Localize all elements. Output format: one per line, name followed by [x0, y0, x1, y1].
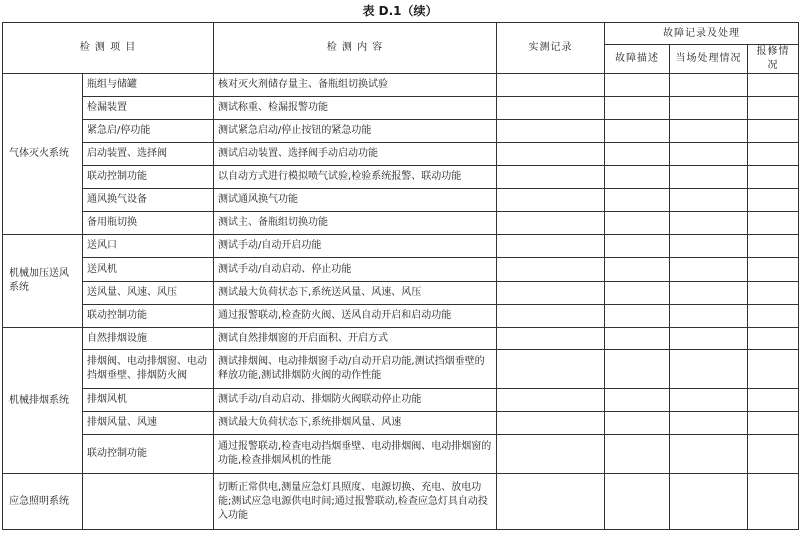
- item-cell: 紧急启/停功能: [83, 120, 214, 143]
- content-cell: 测试称重、检漏报警功能: [214, 97, 497, 120]
- item-cell: 通风换气设备: [83, 189, 214, 212]
- fault-desc-cell: [605, 282, 670, 305]
- onsite-cell: [670, 189, 748, 212]
- table-row: [3, 474, 799, 530]
- measured-cell: [497, 212, 605, 235]
- repair-cell: [748, 412, 799, 435]
- onsite-cell: [670, 212, 748, 235]
- onsite-cell: [670, 235, 748, 258]
- inspection-table: [2, 22, 799, 530]
- item-cell: 送风机: [83, 258, 214, 282]
- onsite-cell: [670, 143, 748, 166]
- header-item: 检 测 项 目: [3, 23, 214, 74]
- onsite-cell: [670, 389, 748, 412]
- item-cell: 联动控制功能: [83, 166, 214, 189]
- fault-desc-cell: [605, 474, 670, 530]
- fault-desc-cell: [605, 120, 670, 143]
- table-row: [3, 389, 799, 412]
- content-cell: 测试紧急启动/停止按钮的紧急功能: [214, 120, 497, 143]
- table-body: [3, 74, 799, 530]
- onsite-cell: [670, 305, 748, 328]
- item-cell: 排烟阀、电动排烟窗、电动挡烟垂壁、排烟防火阀: [83, 350, 214, 389]
- table-row: [3, 143, 799, 166]
- fault-desc-cell: [605, 435, 670, 474]
- measured-cell: [497, 412, 605, 435]
- fault-desc-cell: [605, 189, 670, 212]
- measured-cell: [497, 74, 605, 97]
- category-cell: 机械排烟系统: [3, 328, 83, 474]
- content-cell: 测试通风换气功能: [214, 189, 497, 212]
- measured-cell: [497, 166, 605, 189]
- table-row: [3, 235, 799, 258]
- onsite-cell: [670, 412, 748, 435]
- measured-cell: [497, 389, 605, 412]
- measured-cell: [497, 282, 605, 305]
- onsite-cell: [670, 120, 748, 143]
- onsite-cell: [670, 258, 748, 282]
- table-row: [3, 435, 799, 474]
- measured-cell: [497, 97, 605, 120]
- header-onsite: 当场处理情况: [670, 45, 748, 74]
- measured-cell: [497, 474, 605, 530]
- fault-desc-cell: [605, 305, 670, 328]
- repair-cell: [748, 389, 799, 412]
- header-measured: 实测记录: [497, 23, 605, 74]
- measured-cell: [497, 350, 605, 389]
- fault-desc-cell: [605, 328, 670, 350]
- repair-cell: [748, 212, 799, 235]
- content-cell: 测试排烟阀、电动排烟窗手动/自动开启功能,测试挡烟垂壁的释放功能,测试排烟防火阀的动作性能: [214, 350, 497, 389]
- onsite-cell: [670, 166, 748, 189]
- table-row: [3, 189, 799, 212]
- onsite-cell: [670, 435, 748, 474]
- onsite-cell: [670, 328, 748, 350]
- repair-cell: [748, 97, 799, 120]
- fault-desc-cell: [605, 350, 670, 389]
- item-cell: 备用瓶切换: [83, 212, 214, 235]
- content-cell: 通过报警联动,检查防火阀、送风自动开启和启动功能: [214, 305, 497, 328]
- table-row: [3, 282, 799, 305]
- measured-cell: [497, 258, 605, 282]
- table-row: [3, 120, 799, 143]
- content-cell: 测试自然排烟窗的开启面积、开启方式: [214, 328, 497, 350]
- item-cell: 自然排烟设施: [83, 328, 214, 350]
- content-cell: 测试手动/自动开启功能: [214, 235, 497, 258]
- content-cell: 测试最大负荷状态下,系统排烟风量、风速: [214, 412, 497, 435]
- repair-cell: [748, 258, 799, 282]
- fault-desc-cell: [605, 258, 670, 282]
- repair-cell: [748, 305, 799, 328]
- measured-cell: [497, 235, 605, 258]
- repair-cell: [748, 435, 799, 474]
- content-cell: 测试最大负荷状态下,系统送风量、风速、风压: [214, 282, 497, 305]
- repair-cell: [748, 235, 799, 258]
- header-content: 检 测 内 容: [214, 23, 497, 74]
- measured-cell: [497, 305, 605, 328]
- category-cell: 应急照明系统: [3, 474, 83, 530]
- header-fault-group: 故障记录及处理: [605, 23, 799, 45]
- repair-cell: [748, 350, 799, 389]
- onsite-cell: [670, 97, 748, 120]
- fault-desc-cell: [605, 389, 670, 412]
- repair-cell: [748, 120, 799, 143]
- fault-desc-cell: [605, 74, 670, 97]
- table-caption: 表 D.1（续）: [362, 4, 438, 18]
- item-cell: 启动装置、选择阀: [83, 143, 214, 166]
- table-row: [3, 212, 799, 235]
- content-cell: 以自动方式进行模拟喷气试验,检验系统报警、联动功能: [214, 166, 497, 189]
- table-row: [3, 412, 799, 435]
- measured-cell: [497, 143, 605, 166]
- content-cell: 测试主、备瓶组切换功能: [214, 212, 497, 235]
- fault-desc-cell: [605, 166, 670, 189]
- content-cell: 通过报警联动,检查电动挡烟垂壁、电动排烟阀、电动排烟窗的功能,检查排烟风机的性能: [214, 435, 497, 474]
- repair-cell: [748, 166, 799, 189]
- item-cell: 送风量、风速、风压: [83, 282, 214, 305]
- category-cell: 气体灭火系统: [3, 74, 83, 235]
- fault-desc-cell: [605, 97, 670, 120]
- repair-cell: [748, 143, 799, 166]
- repair-cell: [748, 474, 799, 530]
- measured-cell: [497, 120, 605, 143]
- item-cell: 瓶组与储罐: [83, 74, 214, 97]
- onsite-cell: [670, 474, 748, 530]
- table-row: [3, 350, 799, 389]
- fault-desc-cell: [605, 212, 670, 235]
- fault-desc-cell: [605, 143, 670, 166]
- content-cell: 测试启动装置、选择阀手动启动功能: [214, 143, 497, 166]
- item-cell: 排烟风量、风速: [83, 412, 214, 435]
- table-row: [3, 74, 799, 97]
- item-cell: 检漏装置: [83, 97, 214, 120]
- item-cell: 排烟风机: [83, 389, 214, 412]
- content-cell: 测试手动/自动启动、排烟防火阀联动停止功能: [214, 389, 497, 412]
- onsite-cell: [670, 74, 748, 97]
- category-cell: 机械加压送风系统: [3, 235, 83, 328]
- onsite-cell: [670, 282, 748, 305]
- fault-desc-cell: [605, 412, 670, 435]
- table-row: [3, 166, 799, 189]
- table-row: [3, 97, 799, 120]
- repair-cell: [748, 328, 799, 350]
- content-cell: 切断正常供电,测量应急灯具照度、电源切换、充电、放电功能;测试应急电源供电时间;通过报警联动,检查应急灯具自动投入功能: [214, 474, 497, 530]
- repair-cell: [748, 282, 799, 305]
- table-row: [3, 328, 799, 350]
- header-repair: 报修情况: [748, 45, 799, 74]
- item-cell: 送风口: [83, 235, 214, 258]
- header-fault-desc: 故障描述: [605, 45, 670, 74]
- repair-cell: [748, 189, 799, 212]
- table-row: [3, 305, 799, 328]
- measured-cell: [497, 189, 605, 212]
- item-cell: 联动控制功能: [83, 305, 214, 328]
- measured-cell: [497, 435, 605, 474]
- content-cell: 测试手动/自动启动、停止功能: [214, 258, 497, 282]
- measured-cell: [497, 328, 605, 350]
- table-row: [3, 258, 799, 282]
- item-cell: [83, 474, 214, 530]
- fault-desc-cell: [605, 235, 670, 258]
- repair-cell: [748, 74, 799, 97]
- item-cell: 联动控制功能: [83, 435, 214, 474]
- content-cell: 核对灭火剂储存量主、备瓶组切换试验: [214, 74, 497, 97]
- onsite-cell: [670, 350, 748, 389]
